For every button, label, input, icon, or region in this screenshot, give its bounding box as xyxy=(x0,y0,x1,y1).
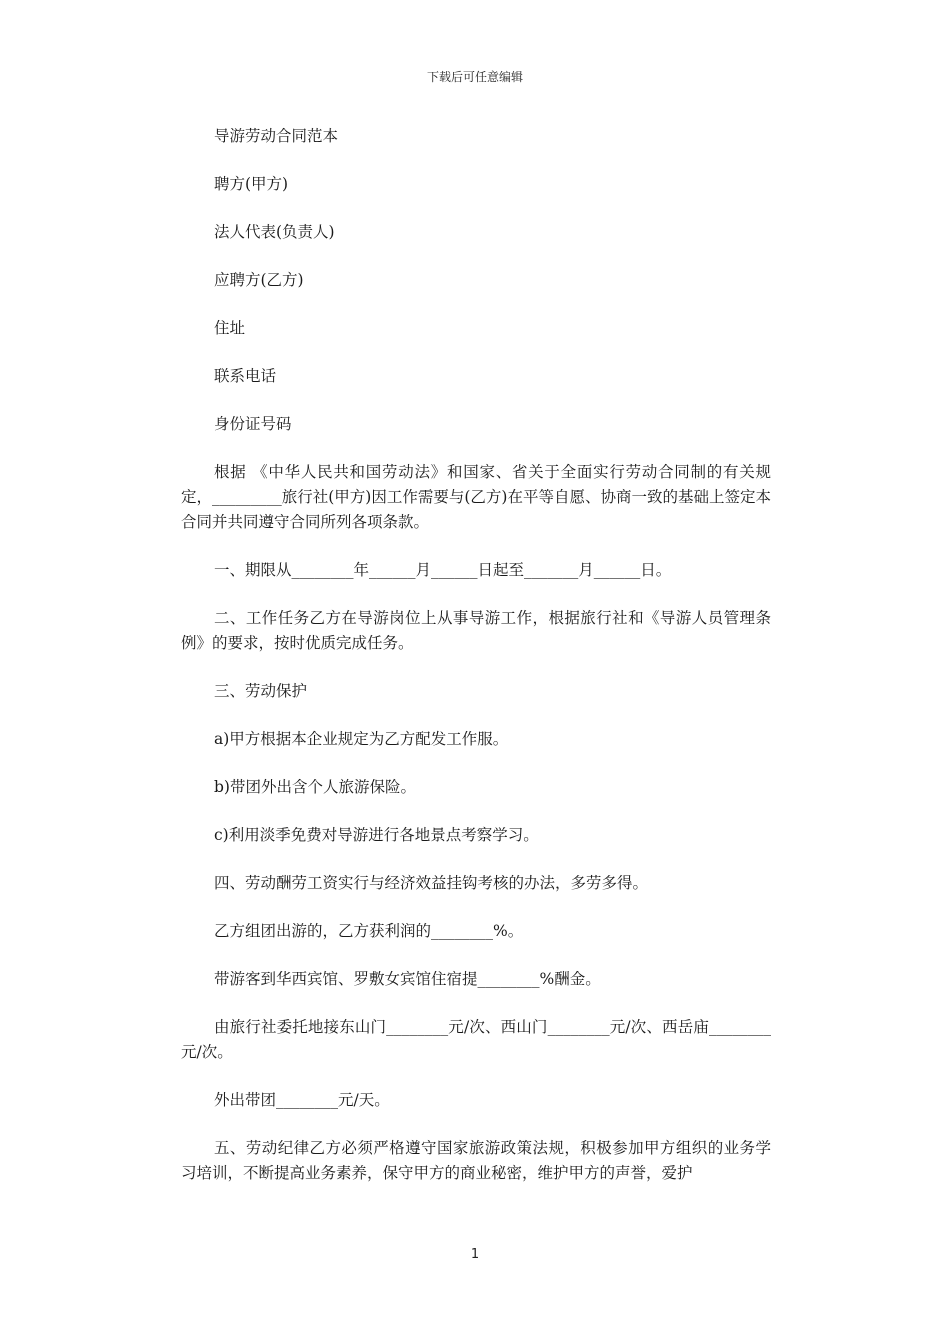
remuneration-daily: 外出带团________元/天。 xyxy=(214,1091,390,1109)
document-body xyxy=(181,124,771,1186)
clause-protection: 三、劳动保护 xyxy=(214,682,308,700)
protection-item-a: a)甲方根据本企业规定为乙方配发工作服。 xyxy=(214,730,509,748)
preamble-paragraph: 根据 《中华人民共和国劳动法》和国家、省关于全面实行劳动合同制的有关规定，_________旅行社(甲方)因工作需要与(乙方)在平等自愿、协商一致的基础上签定本合同并共同遵守合同所列各项条款。 xyxy=(181,463,771,531)
document-title: 导游劳动合同范本 xyxy=(214,127,339,145)
remuneration-group-tour: 乙方组团出游的，乙方获利润的________%。 xyxy=(214,922,524,940)
phone-field: 联系电话 xyxy=(214,367,277,385)
clause-term: 一、期限从________年______月______日起至_______月______日。 xyxy=(214,561,672,579)
clause-discipline: 五、劳动纪律乙方必须严格遵守国家旅游政策法规，积极参加甲方组织的业务学习培训，不断提高业务素养，保守甲方的商业秘密，维护甲方的声誉，爱护 xyxy=(181,1139,771,1182)
clause-duties: 二、工作任务乙方在导游岗位上从事导游工作，根据旅行社和《导游人员管理条例》的要求，按时优质完成任务。 xyxy=(181,609,771,652)
header-note: 下载后可任意编辑 xyxy=(426,70,523,84)
legal-representative-field: 法人代表(负责人) xyxy=(214,223,335,241)
protection-item-b: b)带团外出含个人旅游保险。 xyxy=(214,778,416,796)
party-b-field: 应聘方(乙方) xyxy=(214,271,304,289)
page-number: 1 xyxy=(470,1247,480,1262)
clause-remuneration: 四、劳动酬劳工资实行与经济效益挂钩考核的办法，多劳多得。 xyxy=(214,874,649,892)
remuneration-hotel: 带游客到华西宾馆、罗敷女宾馆住宿提________%酬金。 xyxy=(214,970,601,988)
remuneration-local-guide: 由旅行社委托地接东山门________元/次、西山门________元/次、西岳庙________元/次。 xyxy=(181,1018,771,1061)
address-field: 住址 xyxy=(214,319,246,337)
protection-item-c: c)利用淡季免费对导游进行各地景点考察学习。 xyxy=(214,826,539,844)
party-a-field: 聘方(甲方) xyxy=(214,175,289,193)
id-number-field: 身份证号码 xyxy=(214,415,292,433)
